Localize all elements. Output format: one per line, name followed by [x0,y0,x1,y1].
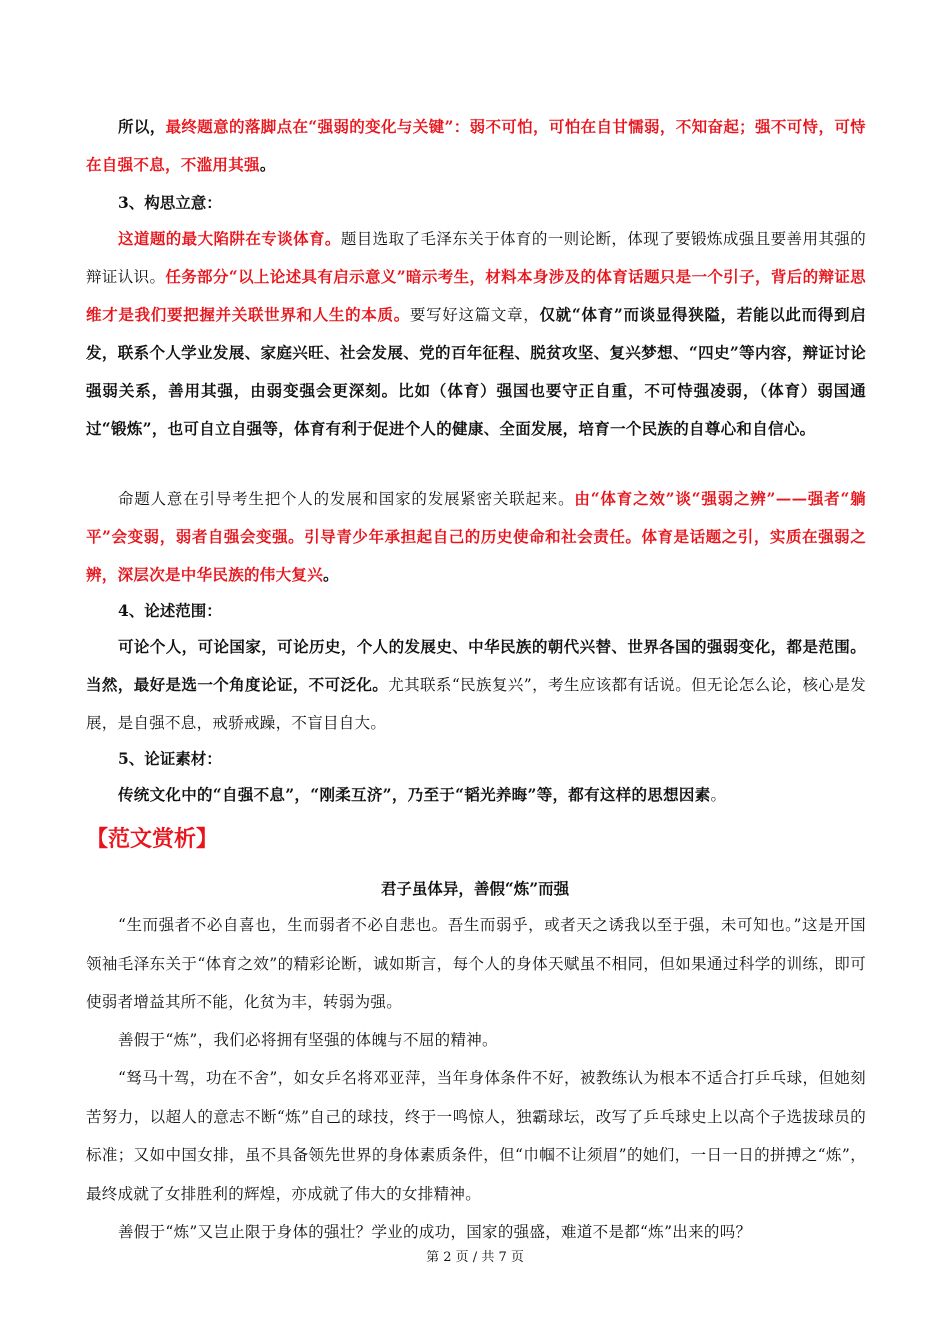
paragraph-scope [86,628,866,742]
bold-text: 仅就“体育”而谈显得狭隘，若能以此而得到启发，联系个人学业发展、家庭兴旺、社会发展、党的百年征程、脱贫攻坚、复兴梦想、“四史”等内容，辩证讨论强弱关系，善用其强，由弱变强会更深刻。比如（体育）强国也要守正自重，不可恃强凌弱，（体育）弱国通过“锻炼”，也可自立自强等，体育有利于促进个人的健康、全面发展，培育一个民族的自尊心和自信心。 [86,305,866,438]
text-run: 。 [259,155,276,174]
paragraph-materials [86,776,866,814]
highlight-text: 这道题的最大陷阱在专谈体育。 [118,229,341,248]
highlight-text: 由“体育之效”谈“强弱之辨”——强者“躺平”会变弱，弱者自强会变强。引导青少年承担起自己的历史使命和社会责任。体育是话题之引，实质在强弱之辨，深层次是中华民族的伟大复兴 [86,489,866,584]
essay-paragraph-2: 善假于“炼”，我们必将拥有坚强的体魄与不屈的精神。 [118,1031,498,1049]
text-run: 题目选取了毛泽东关于体育的一则论断，体现了要锻炼成强且要善用其强的辩证认识。 [86,230,866,286]
page-footer: 第 2 页 / 共 7 页 [426,1250,524,1265]
essay-paragraph-1: “生而强者不必自喜也，生而弱者不必自悲也。吾生而弱乎，或者天之诱我以至于强，未可知也。”这是开国领袖毛泽东关于“体育之效”的精彩论断，诚如斯言，每个人的身体天赋虽不相同，但如果通过科学的训练，即可使弱者增益其所不能，化贫为丰，转弱为强。 [86,916,866,1011]
highlight-text: 最终题意的落脚点在“强弱的变化与关键”：弱不可怕，可怕在自甘懦弱，不知奋起；强不可恃，可恃在自强不息，不滥用其强 [86,117,866,174]
text-run: 。 [323,565,339,584]
essay-title: 君子虽体异，善假“炼”而强 [380,879,570,898]
heading-scope: 4、论述范围： [118,601,222,620]
heading-materials: 5、论证素材： [118,749,222,768]
text-run: 所以， [118,117,166,136]
text-run: 命题人意在引导考生把个人的发展和国家的发展紧密关联起来。 [118,490,575,508]
bold-text: 可论个人，可论国家，可论历史，个人的发展史、中华民族的朝代兴替、世界各国的强弱变化，都是范围。当然，最好是选一个角度论证，不可泛化。 [86,637,866,694]
text-run: 要写好这篇文章， [409,306,540,324]
highlight-text: 任务部分“以上论述具有启示意义”暗示考生，材料本身涉及的体育话题只是一个引子，背后的辩证思维才是我们要把握并关联世界和人生的本质。 [86,267,866,324]
text-run: 尤其联系“民族复兴”，考生应该都有话说。但无论怎么论，核心是发展，是自强不息，戒骄戒躁，不盲目自大。 [86,676,867,732]
heading-concept: 3、构思立意： [118,193,222,212]
essay-paragraph-4: 善假于“炼”又岂止限于身体的强壮？学业的成功，国家的强盛，难道不是都“炼”出来的吗？ [118,1223,752,1241]
paragraph-conclusion [86,108,866,184]
text-run: 。 [710,786,727,804]
essay-paragraph-3: “驽马十驾，功在不舍”，如女乒名将邓亚萍，当年身体条件不好，被教练认为根本不适合打乒乓球，但她刻苦努力，以超人的意志不断“炼”自己的球技，终于一鸣惊人，独霸球坛，改写了乒乓球史上以高个子选拔球员的标准；又如中国女排，虽不具备领先世界的身体素质条件，但“巾帼不让须眉”的她们，一日一日的拼搏之“炼”，最终成就了女排胜利的辉煌，亦成就了伟大的女排精神。 [86,1069,866,1203]
paragraph-concept [86,220,866,448]
bold-text: 传统文化中的“自强不息”，“刚柔互济”，乃至于“韬光养晦”等，都有这样的思想因素 [118,785,711,804]
section-title: 【范文赏析】 [86,827,219,852]
paragraph-intent [86,480,866,594]
